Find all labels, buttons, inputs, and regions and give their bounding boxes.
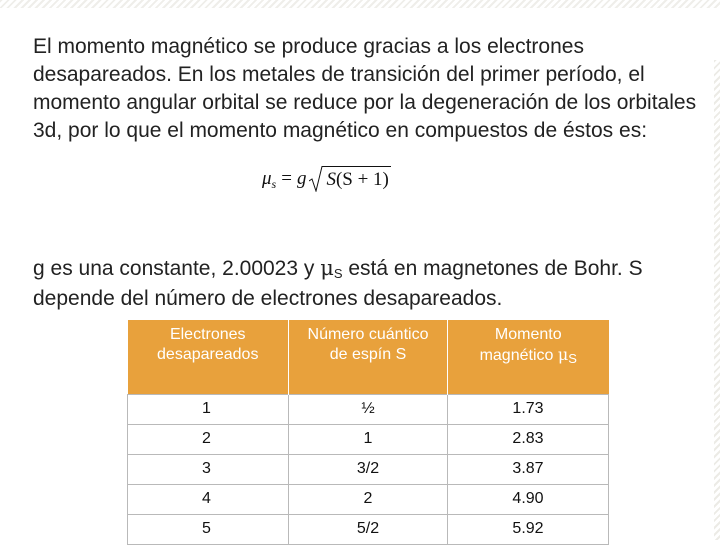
- radical-sign-icon: [309, 166, 323, 192]
- top-decoration-stripe: [0, 0, 720, 8]
- explanation-text-start: g es una constante, 2.00023 y: [33, 257, 321, 280]
- formula-radicand-s: S: [326, 169, 336, 190]
- mu-symbol: μ: [320, 256, 334, 280]
- table-header-row: [128, 320, 609, 394]
- table-row: [128, 454, 609, 484]
- formula-mu-subscript: s: [271, 176, 277, 191]
- header-magnetic-moment: [448, 320, 609, 394]
- cell-spin: ½: [289, 394, 448, 424]
- header-unpaired-electrons: Electrones desapareados: [128, 320, 289, 394]
- table-row: [128, 424, 609, 454]
- cell-electrons: 1: [128, 394, 289, 424]
- cell-moment: 1.73: [448, 394, 609, 424]
- mu-subscript: S: [333, 266, 343, 281]
- header-mu-symbol: μ: [557, 345, 569, 364]
- cell-moment: 2.83: [448, 424, 609, 454]
- formula-g-factor: g: [296, 168, 307, 189]
- cell-spin: 2: [289, 484, 448, 514]
- cell-moment: 4.90: [448, 484, 609, 514]
- formula-equals: =: [281, 168, 292, 189]
- table-row: [128, 484, 609, 514]
- header-spin-quantum-number: Número cuántico de espín S: [289, 320, 448, 394]
- header-mu-subscript: S: [568, 351, 577, 366]
- intro-paragraph: El momento magnético se produce gracias a los electrones desapareados. En los metales de transición del primer período, el momento angular orbital se reduce por la degeneración de los orbitales 3d, por lo que el momento magnético en compuestos de éstos es:: [33, 35, 697, 142]
- formula-mu-symbol: μ: [262, 168, 272, 189]
- cell-moment: 3.87: [448, 454, 609, 484]
- formula-radicand-rest: (S + 1): [335, 169, 389, 190]
- cell-moment: 5.92: [448, 514, 609, 544]
- magnetic-moment-table: [127, 320, 609, 545]
- cell-spin: 3/2: [289, 454, 448, 484]
- header-magnetic-moment-label: Momento magnético: [479, 326, 562, 364]
- cell-spin: 1: [289, 424, 448, 454]
- cell-electrons: 2: [128, 424, 289, 454]
- magnetic-moment-formula: [262, 166, 391, 192]
- cell-electrons: 3: [128, 454, 289, 484]
- formula-square-root: [309, 166, 390, 192]
- cell-spin: 5/2: [289, 514, 448, 544]
- formula-radicand: [323, 166, 390, 192]
- explanation-text-end: está en magnetones de Bohr. S depende del número de electrones desapareados.: [33, 257, 643, 310]
- cell-electrons: 4: [128, 484, 289, 514]
- cell-electrons: 5: [128, 514, 289, 544]
- table-row: [128, 394, 609, 424]
- constant-explanation-paragraph: [33, 254, 713, 313]
- right-decoration-stripe: [714, 60, 720, 540]
